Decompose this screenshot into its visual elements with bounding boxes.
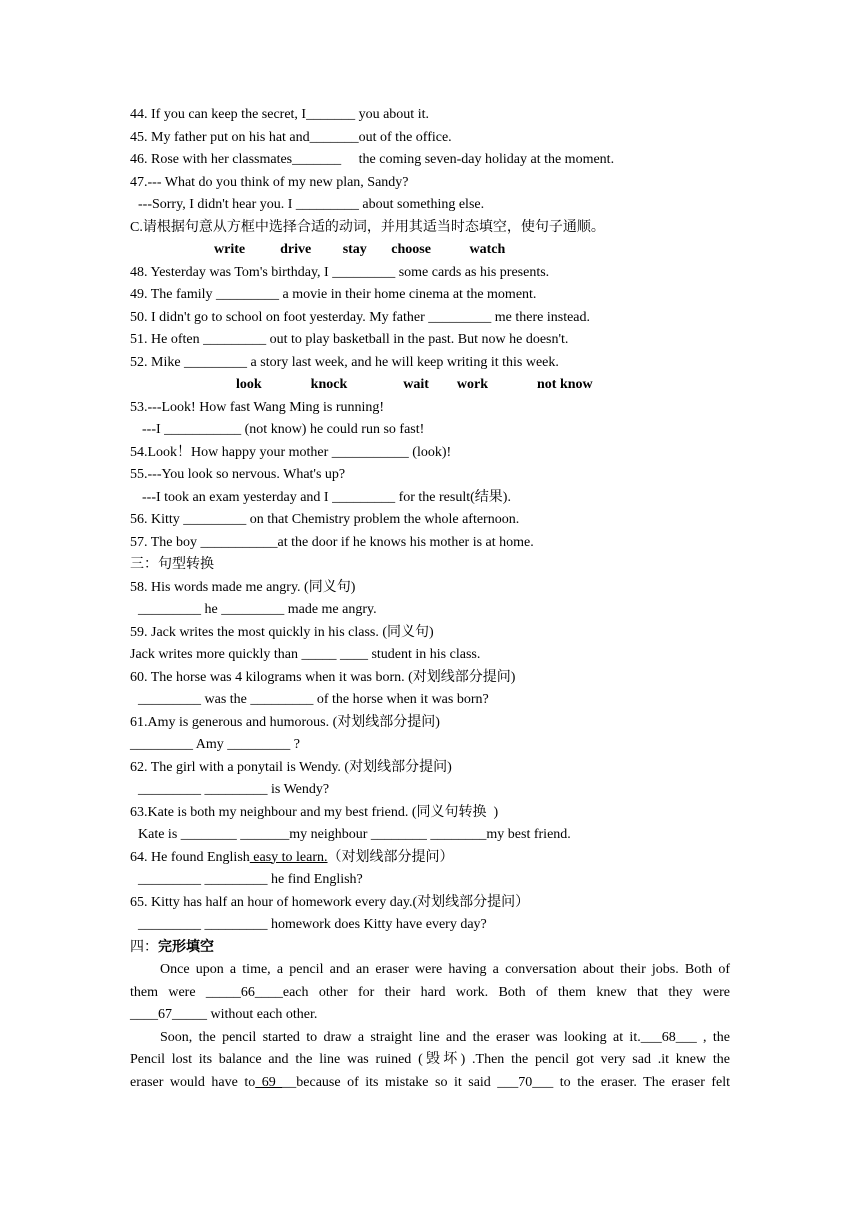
question-59: 59. Jack writes the most quickly in his class. (同义句) — [130, 624, 434, 640]
question-50: 50. I didn't go to school on foot yesterday. My father _________ me there instead. — [130, 309, 591, 325]
question-64-answer: _________ _________ he find English? — [138, 872, 363, 887]
question-47-answer: ---Sorry, I didn't hear you. I _________ about something else. — [138, 197, 485, 212]
passage-line-5: Pencil lost its balance and the line was ruined (毁坏) .Then the pencil got very sad .it knew the — [130, 1052, 730, 1067]
passage-blank-69: 69 — [255, 1074, 283, 1090]
question-57: 57. The boy ___________at the door if he knows his mother is at home. — [130, 534, 534, 550]
passage-line-3: ____67_____ without each other. — [130, 1007, 318, 1022]
question-56: 56. Kitty _________ on that Chemistry problem the whole afternoon. — [130, 512, 520, 527]
question-53: 53.---Look! How fast Wang Ming is running! — [130, 399, 385, 415]
passage-line-2: them were _____66____each other for their hard work. Both of them knew that they were — [130, 984, 730, 1000]
section-c-instruction: C.请根据句意从方框中选择合适的动词，并用其适当时态填空，使句子通顺。 — [130, 219, 605, 235]
question-47: 47.--- What do you think of my new plan, Sandy? — [130, 174, 409, 190]
question-49: 49. The family _________ a movie in their home cinema at the moment. — [130, 287, 537, 302]
question-64-prefix: 64. He found English — [130, 849, 250, 865]
passage-line-1: Once upon a time, a pencil and an eraser were having a conversation about their jobs. Both of — [160, 962, 730, 977]
question-63-answer: Kate is ________ _______my neighbour ________ ________my best friend. — [138, 827, 571, 842]
question-46: 46. Rose with her classmates_______ the coming seven-day holiday at the moment. — [130, 152, 615, 167]
question-45: 45. My father put on his hat and_______out of the office. — [130, 129, 452, 145]
question-64 — [130, 847, 730, 870]
question-51: 51. He often _________ out to play basketball in the past. But now he doesn't. — [130, 332, 569, 347]
question-64-suffix: （对划线部分提问） — [327, 849, 454, 865]
section-4-heading — [130, 937, 730, 960]
question-62-answer: _________ _________ is Wendy? — [138, 782, 330, 797]
question-64-underlined: easy to learn. — [249, 849, 328, 865]
question-61-answer: _________ Amy _________ ? — [130, 737, 300, 752]
section-4-title: 完形填空 — [158, 939, 214, 955]
question-55-answer: ---I took an exam yesterday and I _________ for the result(结果). — [142, 489, 511, 505]
question-65: 65. Kitty has half an hour of homework every day.(对划线部分提问） — [130, 894, 530, 910]
passage-line-6-prefix: eraser would have to — [130, 1074, 256, 1090]
question-53-answer: ---I ___________ (not know) he could run so fast! — [142, 422, 425, 437]
worksheet-content — [130, 104, 730, 1094]
passage-line-6-suffix: __because of its mistake so it said ___70___ to the eraser. The eraser felt — [282, 1074, 731, 1090]
section-4-number: 四： — [130, 939, 158, 955]
question-54: 54.Look！How happy your mother ___________ (look)! — [130, 444, 452, 460]
question-65-answer: _________ _________ homework does Kitty have every day? — [138, 917, 487, 932]
question-62: 62. The girl with a ponytail is Wendy. (对划线部分提问) — [130, 759, 452, 775]
section-3-heading: 三：句型转换 — [130, 557, 214, 572]
question-61: 61.Amy is generous and humorous. (对划线部分提问) — [130, 714, 440, 730]
word-box-1: write drive stay choose watch — [214, 242, 506, 257]
cloze-passage — [130, 959, 730, 1094]
question-58: 58. His words made me angry. (同义句) — [130, 579, 356, 595]
question-55: 55.---You look so nervous. What's up? — [130, 467, 346, 482]
question-44: 44. If you can keep the secret, I_______ you about it. — [130, 107, 429, 122]
question-48: 48. Yesterday was Tom's birthday, I _________ some cards as his presents. — [130, 264, 550, 280]
word-box-2: look knock wait work not know — [236, 377, 593, 392]
question-63: 63.Kate is both my neighbour and my best friend. (同义句转换 ) — [130, 804, 499, 820]
question-58-answer: _________ he _________ made me angry. — [138, 602, 377, 617]
passage-line-4: Soon, the pencil started to draw a straight line and the eraser was looking at it.___68___ , the — [160, 1029, 730, 1045]
question-60-answer: _________ was the _________ of the horse when it was born? — [138, 692, 489, 707]
question-60: 60. The horse was 4 kilograms when it was born. (对划线部分提问) — [130, 669, 516, 685]
passage-line-6 — [130, 1072, 730, 1095]
question-59-answer: Jack writes more quickly than _____ ____ student in his class. — [130, 647, 481, 662]
question-52: 52. Mike _________ a story last week, and he will keep writing it this week. — [130, 354, 559, 370]
